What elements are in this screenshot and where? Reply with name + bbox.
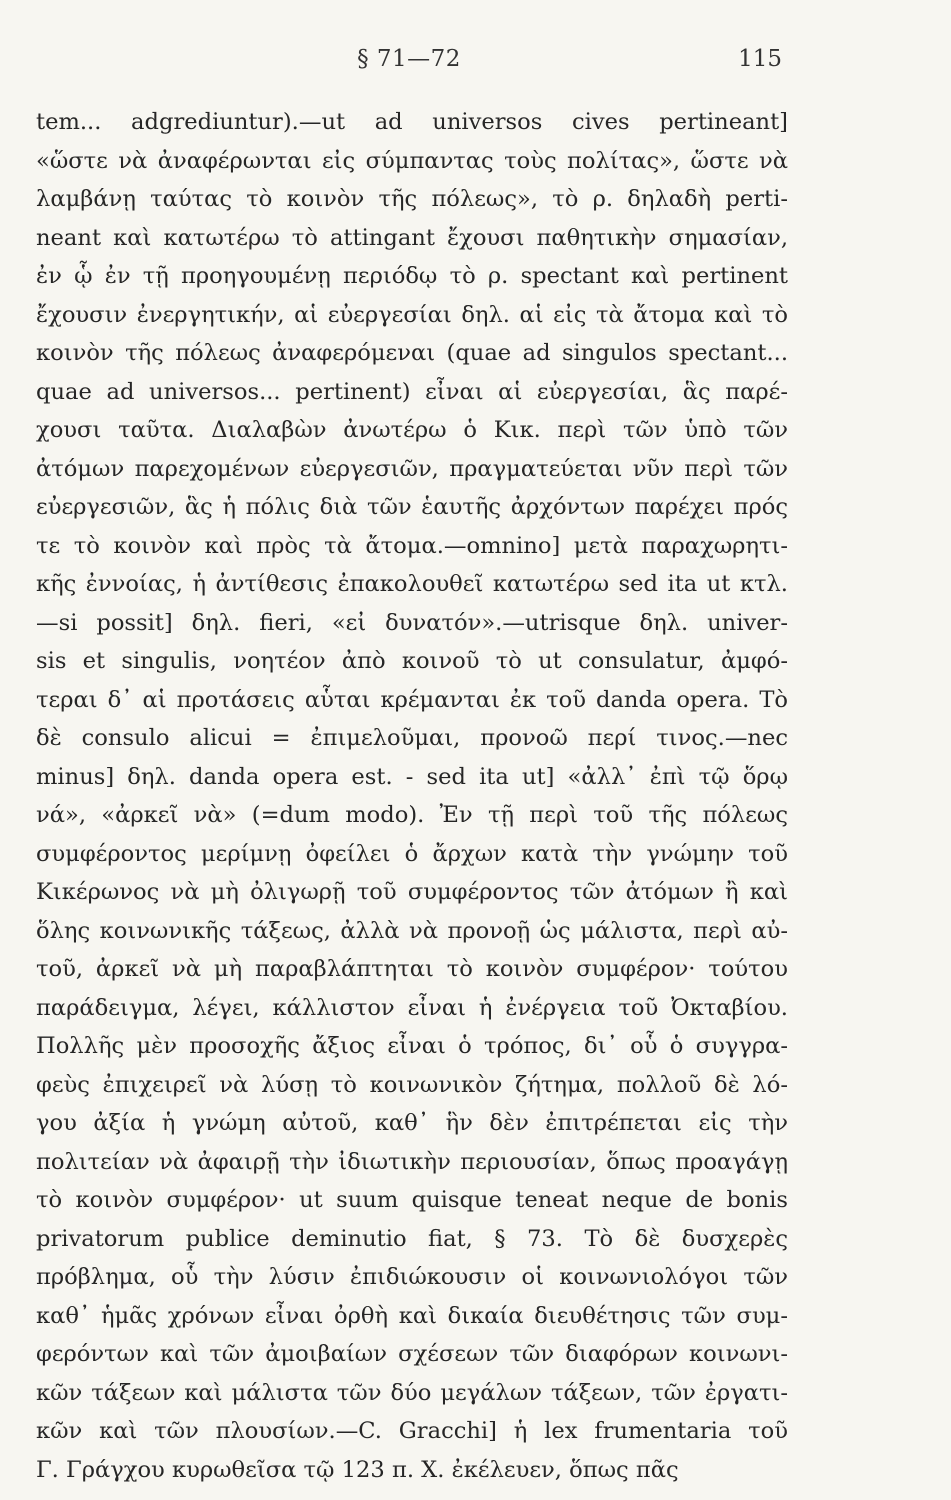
text-line: κῶν τάξεων καὶ μάλιστα τῶν δύο μεγάλων τάξεων, τῶν ἐργατι- — [36, 1379, 788, 1406]
page-number: 115 — [738, 46, 782, 72]
text-line: συμφέροντος μερίμνῃ ὀφείλει ὁ ἄρχων κατὰ τὴν γνώμην τοῦ — [36, 840, 788, 867]
text-line: πολιτείαν νὰ ἀφαιρῇ τὴν ἰδιωτικὴν περιουσίαν, ὅπως προαγάγῃ — [36, 1148, 788, 1175]
text-line: ἔχουσιν ἐνεργητικήν, αἱ εὐεργεσίαι δηλ. αἱ εἰς τὰ ἄτομα καὶ τὸ — [36, 301, 788, 328]
text-line: κῶν καὶ τῶν πλουσίων.—C. Gracchi] ἡ lex frumentaria τοῦ — [36, 1418, 788, 1444]
text-line: πρόβλημα, οὗ τὴν λύσιν ἐπιδιώκουσιν οἱ κοινωνιολόγοι τῶν — [36, 1264, 788, 1290]
text-line: τεραι δ᾽ αἱ προτάσεις αὗται κρέμανται ἐκ τοῦ danda opera. Τὸ — [36, 686, 788, 713]
text-line: ἐν ᾧ ἐν τῇ προηγουμένῃ περιόδῳ τὸ ρ. spectant καὶ pertinent — [36, 263, 788, 289]
text-line: κοινὸν τῆς πόλεως ἀναφερόμεναι (quae ad singulos spectant... — [36, 340, 788, 366]
text-line: τε τὸ κοινὸν καὶ πρὸς τὰ ἄτομα.—omnino] μετὰ παραχωρητι- — [36, 532, 788, 559]
text-line: Κικέρωνος νὰ μὴ ὀλιγωρῇ τοῦ συμφέροντος τῶν ἀτόμων ἢ καὶ — [36, 879, 788, 905]
text-line: εὐεργεσιῶν, ἃς ἡ πόλις διὰ τῶν ἑαυτῆς ἀρχόντων παρέχει πρός — [36, 494, 788, 520]
text-line: παράδειγμα, λέγει, κάλλιστον εἶναι ἡ ἐνέργεια τοῦ Ὀκταβίου. — [36, 994, 788, 1021]
text-line: τοῦ, ἀρκεῖ νὰ μὴ παραβλάπτηται τὸ κοινὸν συμφέρον· τούτου — [36, 956, 788, 982]
text-line: λαμβάνῃ ταύτας τὸ κοινὸν τῆς πόλεως», τὸ ρ. δηλαδὴ perti- — [36, 186, 788, 212]
text-line: ἀτόμων παρεχομένων εὐεργεσιῶν, πραγματεύεται νῦν περὶ τῶν — [36, 455, 788, 482]
text-line: γου ἀξία ἡ γνώμη αὐτοῦ, καθ᾽ ἣν δὲν ἐπιτρέπεται εἰς τὴν — [36, 1110, 788, 1136]
text-line: χουσι ταῦτα. Διαλαβὼν ἀνωτέρω ὁ Κικ. περὶ τῶν ὑπὸ τῶν — [36, 417, 788, 443]
text-line: κῆς ἐννοίας, ἡ ἀντίθεσις ἐπακολουθεῖ κατωτέρω sed ita ut κτλ. — [36, 571, 788, 597]
commentary-text — [36, 103, 788, 1489]
text-line: «ὥστε νὰ ἀναφέρωνται εἰς σύμπαντας τοὺς πολίτας», ὥστε νὰ — [36, 147, 788, 174]
text-line: neant καὶ κατωτέρω τὸ attingant ἔχουσι παθητικὴν σημασίαν, — [36, 224, 788, 251]
text-line: νά», «ἀρκεῖ νὰ» (=dum modo). Ἐν τῇ περὶ τοῦ τῆς πόλεως — [36, 802, 788, 828]
text-line: privatorum publice deminutio fiat, § 73. Τὸ δὲ δυσχερὲς — [36, 1225, 788, 1252]
text-line: minus] δηλ. danda opera est. - sed ita ut] «ἀλλ᾽ ἐπὶ τῷ ὅρῳ — [36, 763, 788, 790]
text-line: Γ. Γράγχου κυρωθεῖσα τῷ 123 π. Χ. ἐκέλευεν, ὅπως πᾶς — [36, 1456, 679, 1483]
text-line: δὲ consulo alicui = ἐπιμελοῦμαι, προνοῶ περί τινος.—nec — [36, 725, 788, 751]
text-line: sis et singulis, νοητέον ἀπὸ κοινοῦ τὸ ut consulatur, ἀμφό- — [36, 648, 788, 674]
text-line: φερόντων καὶ τῶν ἀμοιβαίων σχέσεων τῶν διαφόρων κοινωνι- — [36, 1341, 788, 1367]
text-line: ὅλης κοινωνικῆς τάξεως, ἀλλὰ νὰ προνοῇ ὡς μάλιστα, περὶ αὐ- — [36, 917, 788, 944]
running-head — [36, 46, 782, 78]
text-line: τὸ κοινὸν συμφέρον· ut suum quisque teneat neque de bonis — [36, 1187, 788, 1213]
text-line: quae ad universos... pertinent) εἶναι αἱ εὐεργεσίαι, ἃς παρέ- — [36, 378, 788, 405]
text-line: φεὺς ἐπιχειρεῖ νὰ λύσῃ τὸ κοινωνικὸν ζήτημα, πολλοῦ δὲ λό- — [36, 1071, 788, 1098]
text-line: Πολλῆς μὲν προσοχῆς ἄξιος εἶναι ὁ τρόπος, δι᾽ οὗ ὁ συγγρα- — [36, 1033, 788, 1059]
text-line: —si possit] δηλ. fieri, «εἰ δυνατόν».—utrisque δηλ. univer- — [36, 609, 788, 636]
text-line: καθ᾽ ἡμᾶς χρόνων εἶναι ὀρθὴ καὶ δικαία διευθέτησις τῶν συμ- — [36, 1302, 788, 1329]
section-reference: § 71—72 — [357, 46, 461, 72]
text-line: tem... adgrediuntur).—ut ad universos cives pertineant] — [36, 109, 788, 135]
